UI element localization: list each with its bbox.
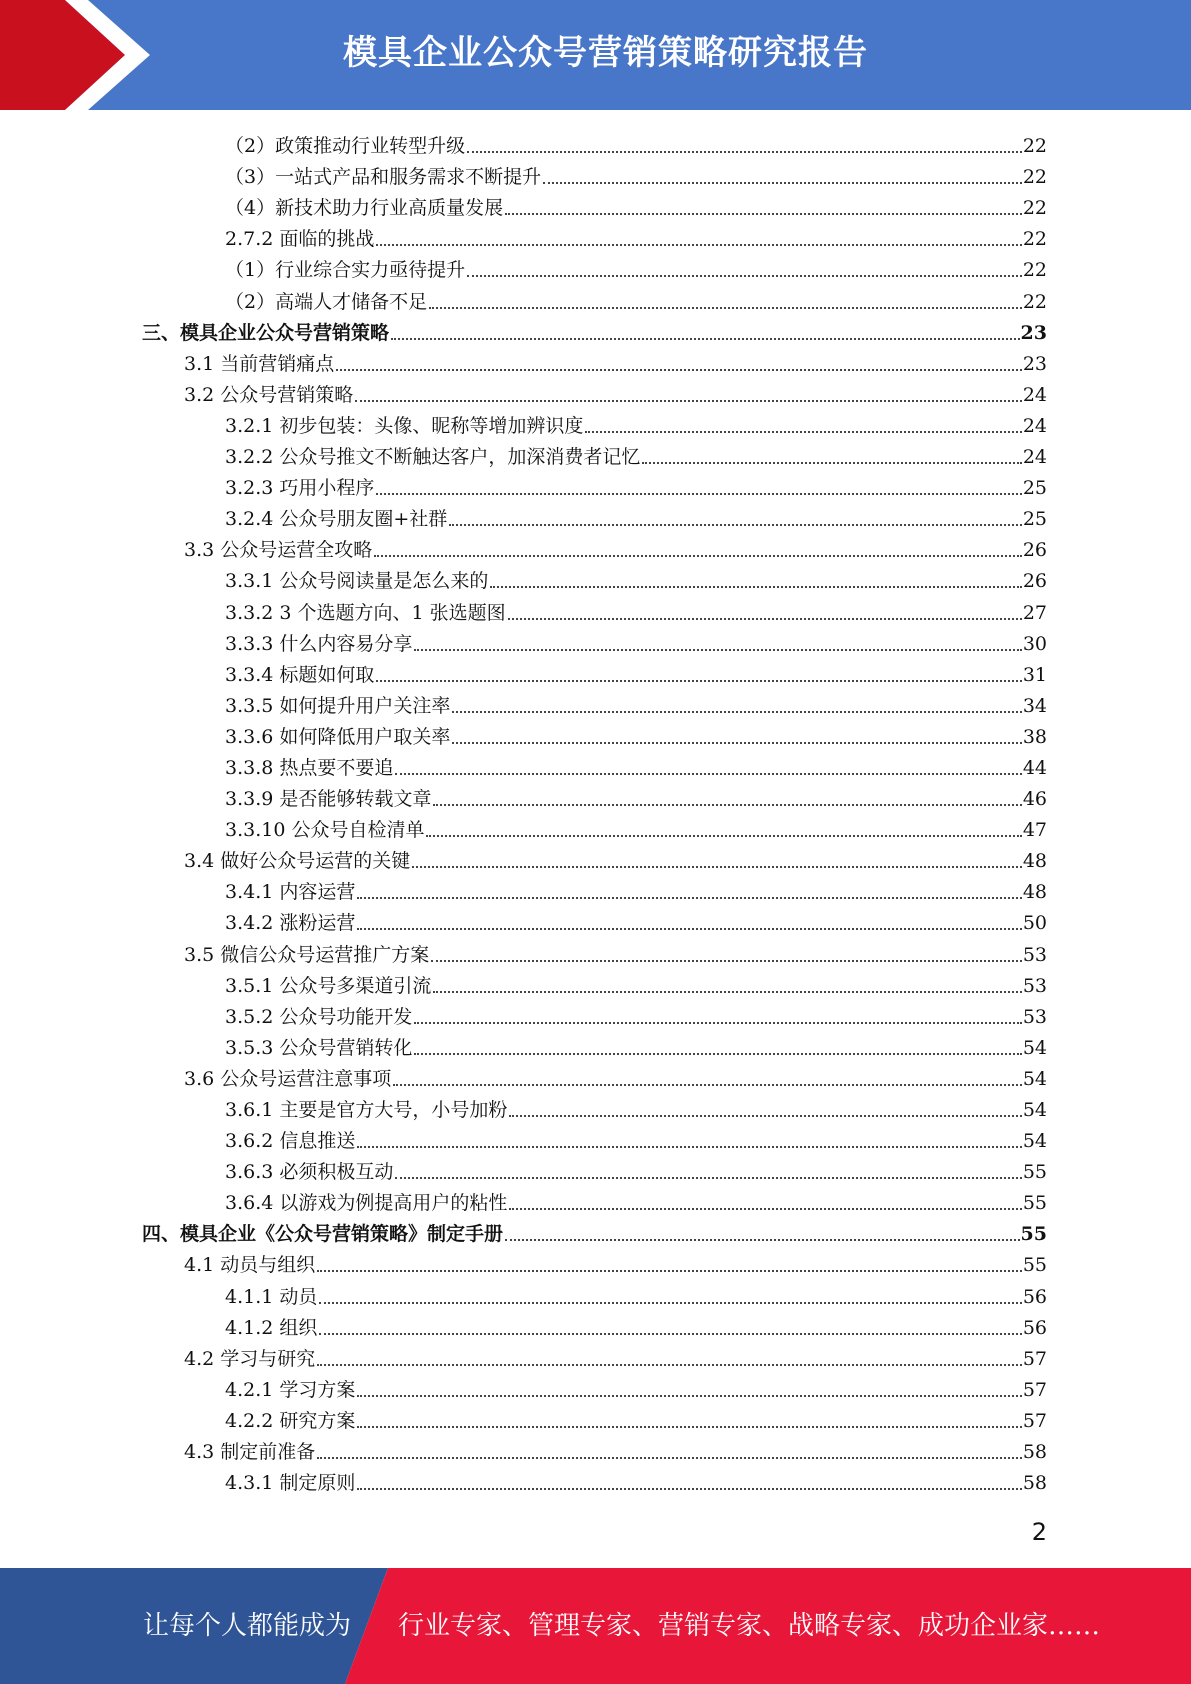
toc-entry-page: 55 [1020,1223,1047,1246]
toc-entry-title: 三、模具企业公众号营销策略 [142,321,390,344]
toc-entry-page: 57 [1022,1378,1047,1401]
toc-entry[interactable] [0,220,1191,251]
toc-entry-title: 3.6.4 以游戏为例提高用户的粘性 [225,1192,508,1215]
toc-entry-page: 26 [1022,570,1047,593]
toc-entry[interactable] [0,500,1191,531]
toc-dot-leader [374,554,1022,557]
toc-dot-leader [467,274,1022,277]
toc-entry[interactable] [0,1277,1191,1308]
toc-entry-title: 3.2.1 初步包装：头像、昵称等增加辨识度 [225,414,584,437]
toc-entry-page: 25 [1022,508,1047,531]
page-footer [0,1568,1191,1684]
toc-entry-page: 22 [1022,290,1047,313]
toc-entry-page: 22 [1022,197,1047,220]
toc-entry-title: （1）行业综合实力亟待提升 [225,259,466,282]
toc-entry[interactable] [0,1153,1191,1184]
toc-dot-leader [431,959,1022,962]
toc-entry[interactable] [0,998,1191,1029]
toc-dot-leader [376,679,1021,682]
toc-entry-page: 48 [1022,850,1047,873]
toc-dot-leader [357,1394,1021,1397]
toc-dot-leader [395,772,1021,775]
toc-entry[interactable] [0,282,1191,313]
toc-entry-title: 3.3.3 什么内容易分享 [225,632,413,655]
toc-entry-title: （4）新技术助力行业高质量发展 [225,197,504,220]
toc-entry-title: 3.5.3 公众号营销转化 [225,1036,413,1059]
toc-dot-leader [376,243,1021,246]
toc-entry-page: 48 [1022,881,1047,904]
toc-entry-page: 58 [1022,1472,1047,1495]
toc-entry-page: 53 [1022,943,1047,966]
toc-entry-title: 3.2.3 巧用小程序 [225,477,375,500]
toc-dot-leader [543,181,1022,184]
toc-dot-leader [414,648,1021,651]
toc-entry[interactable] [0,1029,1191,1060]
toc-entry-page: 23 [1020,321,1047,344]
toc-dot-leader [355,399,1022,402]
toc-entry-page: 54 [1022,1130,1047,1153]
toc-entry-page: 57 [1022,1347,1047,1370]
toc-entry-page: 58 [1022,1441,1047,1464]
toc-entry-title: 4.3.1 制定原则 [225,1472,356,1495]
toc-dot-leader [317,1456,1022,1459]
toc-entry-page: 31 [1022,663,1047,686]
toc-dot-leader [505,212,1022,215]
toc-entry-page: 53 [1022,974,1047,997]
toc-dot-leader [585,430,1021,433]
toc-entry-title: 3.3.10 公众号自检清单 [225,819,425,842]
toc-entry[interactable] [0,811,1191,842]
toc-dot-leader [433,803,1021,806]
toc-entry[interactable] [0,562,1191,593]
page-number: 2 [1031,1518,1047,1546]
toc-dot-leader [452,741,1021,744]
toc-entry-title: 4.2.1 学习方案 [225,1378,356,1401]
toc-entry-title: 3.1 当前营销痛点 [184,352,335,375]
toc-entry[interactable] [0,531,1191,562]
table-of-contents [0,127,1191,1495]
toc-entry-title: 4.1 动员与组织 [184,1254,316,1277]
toc-entry[interactable] [0,1184,1191,1215]
toc-entry-page: 22 [1022,135,1047,158]
toc-dot-leader [414,1021,1021,1024]
toc-entry[interactable] [0,314,1191,345]
toc-entry[interactable] [0,967,1191,998]
toc-dot-leader [642,461,1021,464]
toc-dot-leader [509,1114,1021,1117]
toc-entry[interactable] [0,749,1191,780]
toc-entry[interactable] [0,1371,1191,1402]
toc-dot-leader [505,1238,1020,1241]
toc-entry-page: 53 [1022,1005,1047,1028]
toc-dot-leader [509,1207,1021,1210]
toc-entry-title: 3.5.2 公众号功能开发 [225,1005,413,1028]
toc-dot-leader [336,368,1022,371]
toc-dot-leader [357,927,1021,930]
toc-entry-title: 4.2.2 研究方案 [225,1409,356,1432]
toc-dot-leader [452,710,1021,713]
toc-entry-page: 54 [1022,1036,1047,1059]
toc-entry[interactable] [0,251,1191,282]
toc-entry-title: 四、模具企业《公众号营销策略》制定手册 [142,1223,504,1246]
toc-entry-title: 3.3.5 如何提升用户关注率 [225,694,451,717]
toc-entry-page: 24 [1022,414,1047,437]
header-title: 模具企业公众号营销策略研究报告 [343,33,868,73]
toc-entry[interactable] [0,1122,1191,1153]
toc-entry[interactable] [0,189,1191,220]
toc-entry-page: 46 [1022,788,1047,811]
toc-entry-page: 34 [1022,694,1047,717]
toc-entry-title: 3.2.2 公众号推文不断触达客户，加深消费者记忆 [225,446,641,469]
toc-dot-leader [449,523,1022,526]
toc-entry[interactable] [0,158,1191,189]
toc-entry-page: 26 [1022,539,1047,562]
toc-entry-title: 3.3.9 是否能够转载文章 [225,788,432,811]
toc-entry-page: 54 [1022,1067,1047,1090]
toc-entry-title: 3.6.3 必须积极互动 [225,1161,394,1184]
toc-entry[interactable] [0,1091,1191,1122]
page-header [0,0,1191,110]
toc-entry[interactable] [0,780,1191,811]
toc-dot-leader [433,990,1021,993]
toc-entry-page: 38 [1022,725,1047,748]
toc-entry-title: 3.5.1 公众号多渠道引流 [225,974,432,997]
toc-entry-title: 3.3.8 热点要不要追 [225,756,394,779]
toc-dot-leader [429,306,1022,309]
toc-entry-page: 25 [1022,477,1047,500]
toc-entry[interactable] [0,345,1191,376]
toc-entry-page: 56 [1022,1285,1047,1308]
toc-entry[interactable] [0,1215,1191,1246]
toc-entry-page: 24 [1022,383,1047,406]
toc-entry-title: 3.5 微信公众号运营推广方案 [184,943,430,966]
toc-entry[interactable] [0,873,1191,904]
toc-entry[interactable] [0,687,1191,718]
toc-dot-leader [376,492,1021,495]
toc-entry[interactable] [0,1060,1191,1091]
footer-slogan-left: 让每个人都能成为 [143,1611,352,1641]
toc-entry[interactable] [0,407,1191,438]
toc-entry[interactable] [0,376,1191,407]
toc-entry-title: 2.7.2 面临的挑战 [225,228,375,251]
toc-dot-leader [319,1332,1021,1335]
toc-dot-leader [357,1425,1021,1428]
toc-entry[interactable] [0,656,1191,687]
toc-entry-page: 27 [1022,601,1047,624]
toc-entry-page: 55 [1022,1192,1047,1215]
toc-entry-page: 56 [1022,1316,1047,1339]
toc-entry-page: 22 [1022,166,1047,189]
toc-entry[interactable] [0,469,1191,500]
toc-entry-title: 3.4 做好公众号运营的关键 [184,850,411,873]
toc-entry-title: 3.2.4 公众号朋友圈+社群 [225,508,448,531]
toc-entry-title: 3.2 公众号营销策略 [184,383,354,406]
toc-entry[interactable] [0,1340,1191,1371]
toc-entry-title: 4.2 学习与研究 [184,1347,316,1370]
toc-entry-page: 22 [1022,228,1047,251]
toc-entry-page: 30 [1022,632,1047,655]
toc-entry[interactable] [0,1433,1191,1464]
toc-entry[interactable] [0,1246,1191,1277]
toc-entry-title: 3.3.1 公众号阅读量是怎么来的 [225,570,489,593]
toc-dot-leader [412,865,1022,868]
toc-dot-leader [357,896,1021,899]
toc-entry-title: 3.3.6 如何降低用户取关率 [225,725,451,748]
toc-dot-leader [317,1363,1022,1366]
toc-entry-page: 47 [1022,819,1047,842]
toc-entry[interactable] [0,718,1191,749]
toc-entry-title: 4.1.2 组织 [225,1316,318,1339]
toc-dot-leader [357,1145,1021,1148]
toc-entry-page: 22 [1022,259,1047,282]
toc-entry-page: 55 [1022,1161,1047,1184]
toc-entry[interactable] [0,625,1191,656]
toc-entry-title: 3.6 公众号运营注意事项 [184,1067,392,1090]
toc-entry-page: 50 [1022,912,1047,935]
toc-entry-title: 4.3 制定前准备 [184,1441,316,1464]
toc-dot-leader [467,150,1022,153]
toc-entry-page: 57 [1022,1409,1047,1432]
toc-entry-page: 44 [1022,756,1047,779]
toc-dot-leader [414,1052,1021,1055]
toc-dot-leader [508,617,1022,620]
toc-dot-leader [317,1269,1022,1272]
toc-entry[interactable] [0,593,1191,624]
toc-entry[interactable] [0,127,1191,158]
toc-entry[interactable] [0,904,1191,935]
toc-entry-page: 55 [1022,1254,1047,1277]
toc-entry-title: 4.1.1 动员 [225,1285,318,1308]
toc-entry-title: 3.4.1 内容运营 [225,881,356,904]
toc-dot-leader [319,1301,1021,1304]
toc-entry-title: （2）高端人才储备不足 [225,290,428,313]
toc-entry-title: 3.3 公众号运营全攻略 [184,539,373,562]
toc-entry-page: 24 [1022,446,1047,469]
toc-entry[interactable] [0,1464,1191,1495]
toc-dot-leader [426,834,1021,837]
toc-entry[interactable] [0,935,1191,966]
toc-entry-title: 3.6.1 主要是官方大号，小号加粉 [225,1099,508,1121]
toc-dot-leader [393,1083,1022,1086]
toc-entry[interactable] [0,1402,1191,1433]
toc-dot-leader [395,1176,1021,1179]
toc-entry-title: 3.4.2 涨粉运营 [225,912,356,935]
toc-dot-leader [490,585,1021,588]
toc-entry[interactable] [0,1309,1191,1340]
footer-slogan-right: 行业专家、管理专家、营销专家、战略专家、成功企业家…… [398,1611,1101,1641]
toc-entry-title: 3.3.4 标题如何取 [225,663,375,686]
toc-dot-leader [391,337,1020,340]
toc-entry-title: （2）政策推动行业转型升级 [225,135,466,158]
toc-entry[interactable] [0,842,1191,873]
toc-entry-title: 3.6.2 信息推送 [225,1130,356,1153]
toc-entry-page: 23 [1022,352,1047,375]
toc-entry[interactable] [0,438,1191,469]
toc-entry-title: （3）一站式产品和服务需求不断提升 [225,166,542,189]
toc-dot-leader [357,1487,1021,1490]
toc-entry-page: 54 [1022,1099,1047,1121]
toc-entry-title: 3.3.2 3 个选题方向、1 张选题图 [225,601,506,624]
